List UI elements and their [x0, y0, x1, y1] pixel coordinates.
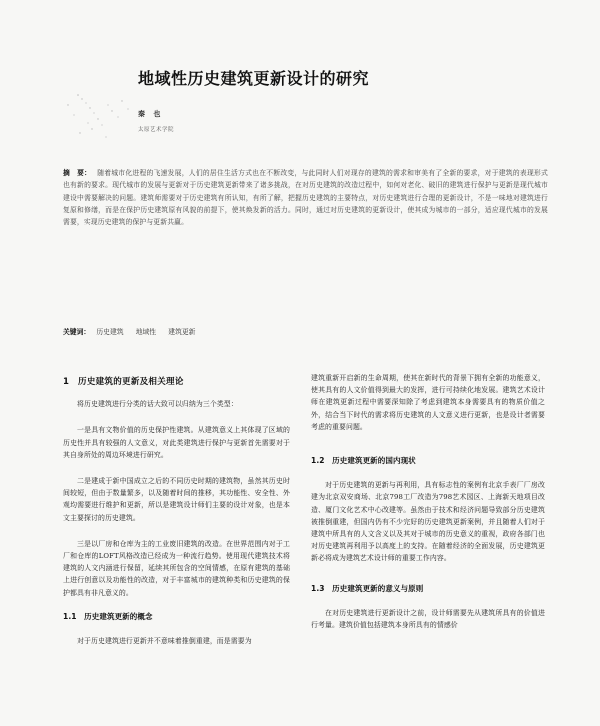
right-column: [311, 372, 545, 631]
abstract-label: 摘 要：: [63, 169, 92, 177]
author-affiliation: 太原艺术学院: [138, 127, 175, 133]
section-heading-1-3: 1.3 历史建筑更新的意义与原则: [311, 583, 424, 593]
scan-artifact-dots: [48, 75, 138, 160]
body-paragraph: 对于历史建筑进行更新并不意味着推倒重建，而是需要为: [77, 637, 252, 646]
abstract-text: 随着城市化进程的飞速发展，人们的居住生活方式也在不断改变，与此同时人们对现存的建筑的需求和审美有了全新的要求，对于建筑的表现形式也有新的要求。现代城市的发展与更新对于历史建筑更新带来了诸多挑战，在对历史建筑的改造过程中，如何对老化、破旧的建筑进行保护与更新是现代城市建设中需要解决的问题。建筑师需要对于历史建筑有所认知，有所了解，把握历史建筑的主要特点，对历史建筑进行合理的更新设计，不是一味地对建筑进行复原和修缮，而是在保护历史建筑原有风貌的前提下，使其焕发新的活力。同时，通过对历史建筑的更新设计，使其成为城市的一部分，适应现代城市的发展需要，实现历史建筑的保护与更新共赢。: [63, 169, 548, 227]
section-heading-1-2: 1.2 历史建筑更新的国内现状: [311, 456, 416, 466]
keyword-item: 历史建筑: [96, 328, 124, 336]
body-paragraph: 对于历史建筑的更新与再利用，具有标志性的案例有北京手表厂厂房改建为北京双安商场、北京798工厂改造为798艺术园区、上海新天地项目改造、厦门文化艺术中心改建等。虽然由于技术和经济问题导致部分历史建筑被推倒重建，但国内仍有不少完好的历史建筑更新案例，并且随着人们对于建筑中所具有的人文含义以及其对于城市的历史意义的重视，政府各部门也对历史建筑再利用予以高度上的支持。在随着经济的全面发展，历史建筑更新必将成为建筑艺术设计师的重要工作内容。: [311, 481, 545, 563]
left-column: [63, 372, 290, 647]
section-heading-1-1: 1.1 历史建筑更新的概念: [63, 611, 153, 621]
body-paragraph: 二是建成于新中国成立之后的不同历史时期的建筑物，虽然其历史时间较短，但由于数量繁多，以及随着时间的推移，其功能性、安全性、外观均需要进行维护和更新，所以是建筑设计师们主要的设计对象，也是本文主要探讨的历史建筑。: [63, 477, 290, 522]
paper-title: 地域性历史建筑更新设计的研究: [138, 69, 370, 88]
author-name: 秦 也: [138, 109, 164, 118]
keyword-item: 地域性: [135, 328, 157, 336]
body-paragraph: 建筑重新开启新的生命周期，使其在新时代的背景下拥有全新的功能意义，使其具有的人文价值得到最大的发挥，进行可持续化地发展。建筑艺术设计师在建筑更新过程中需要深知除了考虑到建筑本身需要具有的物质价值之外，结合当下时代的需求将历史建筑的人文意义进行更新，也是设计者需要考虑的重要问题。: [311, 374, 545, 431]
body-paragraph: 三是以厂房和仓库为主的工业废旧建筑的改造。在世界范围内对于工厂和仓库的LOFT风格改造已经成为一种流行趋势。使用现代建筑技术将建筑的人文内涵进行保留，延续其所包含的空间情感，在原有建筑的基础上进行创意以及功能性的改造，对于丰富城市的建筑种类和历史建筑的保护都具有非凡意义的。: [63, 539, 290, 597]
abstract-block: [63, 167, 548, 228]
keywords-label: 关键词：: [63, 328, 91, 336]
body-paragraph: 在对历史建筑进行更新设计之前，设计师需要先从建筑所具有的价值进行考量。建筑价值包括建筑本身所具有的情感价: [311, 608, 545, 630]
keyword-item: 建筑更新: [168, 328, 196, 336]
keywords-line: [63, 326, 548, 336]
section-heading-1: 1 历史建筑的更新及相关理论: [63, 377, 184, 387]
body-paragraph: 将历史建筑进行分类的话大致可以归纳为三个类型：: [77, 400, 238, 409]
body-paragraph: 一是具有文物价值的历史保护性建筑。从建筑意义上其体现了区域的历史性并具有较强的人文意义，对此类建筑进行保护与更新首先需要对于其自身所处的周边环境进行研究。: [63, 426, 290, 459]
